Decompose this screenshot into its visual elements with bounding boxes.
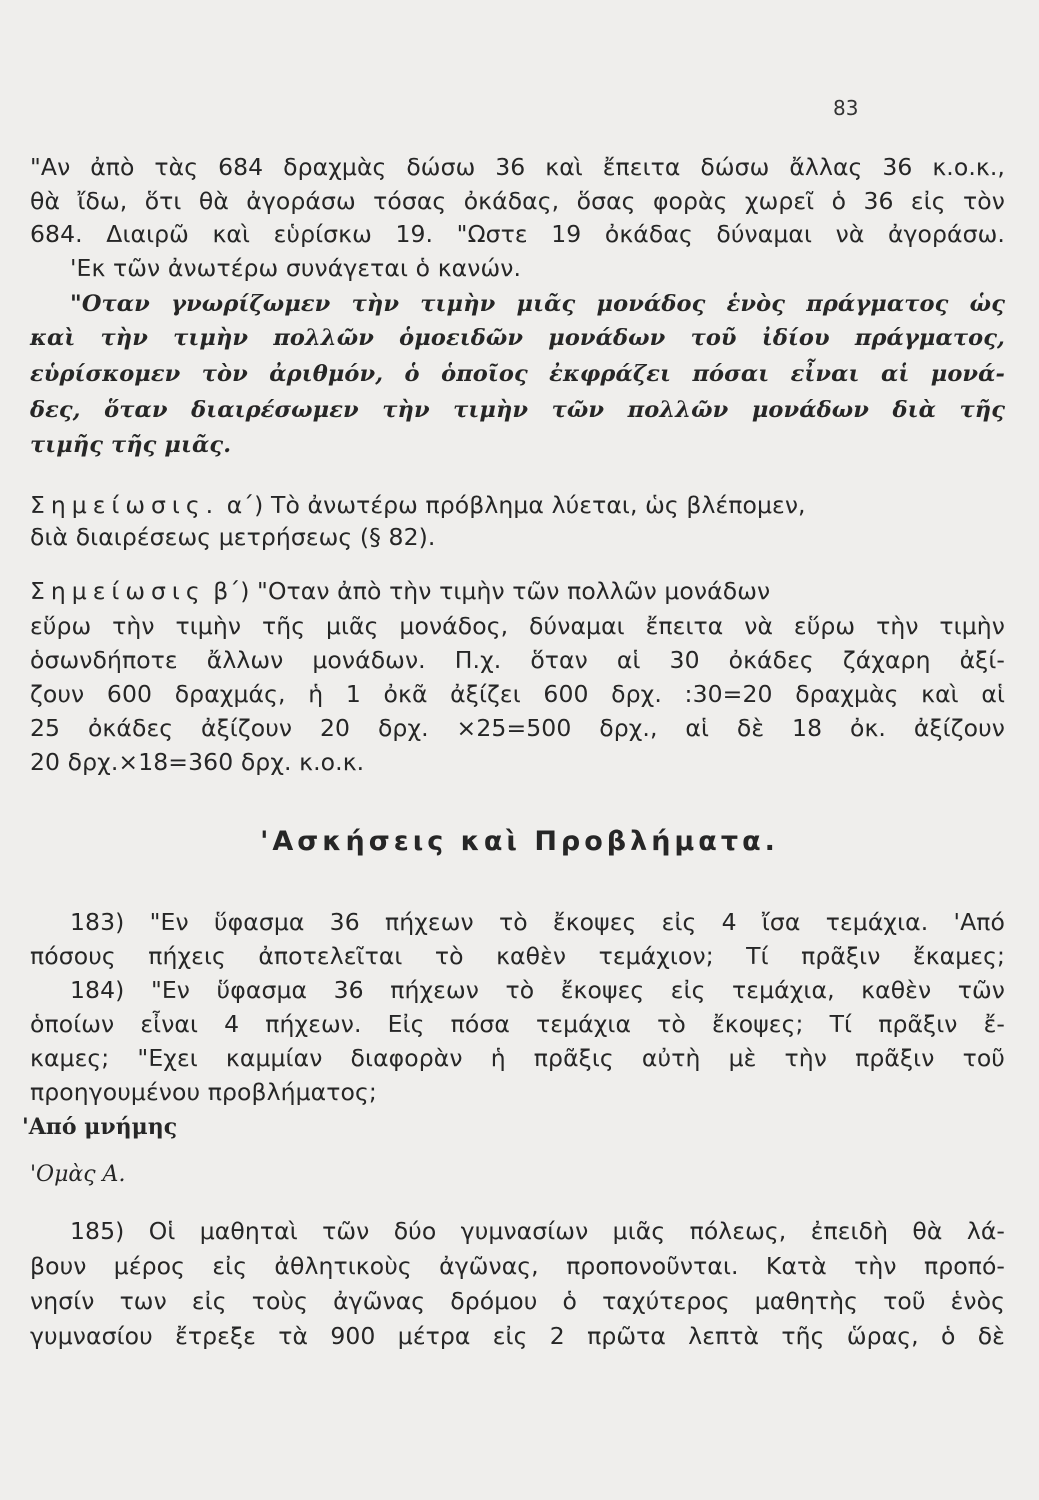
rule-line: τιμῆς τῆς μιᾶς. <box>30 432 232 458</box>
note-a-text: α΄) Τὸ ἀνωτέρω πρόβλημα λύεται, ὡς βλέπομεν, <box>226 491 806 519</box>
note-b-line: 20 δρχ.×18=360 δρχ. κ.ο.κ. <box>30 748 365 776</box>
problem-185-line: γυμνασίου ἔτρεξε τὰ 900 μέτρα εἰς 2 πρῶτα λεπτὰ τῆς ὥρας, ὁ δὲ <box>30 1322 1005 1350</box>
problem-185-line: βουν μέρος εἰς ἀθλητικοὺς ἀγῶνας, προπονοῦνται. Κατὰ τὴν προπό- <box>30 1252 1005 1280</box>
page-number: 83 <box>833 96 859 120</box>
note-a-line: διὰ διαιρέσεως μετρήσεως (§ 82). <box>30 523 436 551</box>
intro-line: "Αν ἀπὸ τὰς 684 δραχμὰς δώσω 36 καὶ ἔπειτα δώσω ἄλλας 36 κ.ο.κ., <box>30 153 1005 181</box>
intro-line: θὰ ἴδω, ὅτι θὰ ἀγοράσω τόσας ὀκάδας, ὅσας φορὰς χωρεῖ ὁ 36 εἰς τὸν <box>30 187 1005 215</box>
note-b-line: ζουν 600 δραχμάς, ἡ 1 ὀκᾶ ἀξίζει 600 δρχ. :30=20 δραχμὰς καὶ αἱ <box>30 680 1005 708</box>
problem-line: ὁποίων εἶναι 4 πήχεων. Εἰς πόσα τεμάχια τὸ ἔκοψες; Τί πρᾶξιν ἔ- <box>30 1010 1005 1038</box>
rule-line: "Οταν γνωρίζωμεν τὴν τιμὴν μιᾶς μονάδος ἑνὸς πράγματος ὡς <box>70 291 1005 317</box>
problem-185-line: 185) Οἱ μαθηταὶ τῶν δύο γυμνασίων μιᾶς πόλεως, ἐπειδὴ θὰ λά- <box>70 1217 1005 1245</box>
rule-line: δες, ὅταν διαιρέσωμεν τὴν τιμὴν τῶν πολλῶν μονάδων διὰ τῆς <box>30 397 1005 423</box>
note-b-text: β΄) "Οταν ἀπὸ τὴν τιμὴν τῶν πολλῶν μονάδων <box>213 577 771 605</box>
problem-line: καμες; "Εχει καμμίαν διαφορὰν ἡ πρᾶξις αὐτὴ μὲ τὴν πρᾶξιν τοῦ <box>30 1044 1005 1072</box>
note-b-line: ὁσωνδήποτε ἄλλων μονάδων. Π.χ. ὅταν αἱ 30 ὀκάδες ζάχαρη ἀξί- <box>30 646 1005 674</box>
intro-line: 'Εκ τῶν ἀνωτέρω συνάγεται ὁ κανών. <box>70 254 522 282</box>
from-memory-heading: 'Από μνήμης <box>22 1114 178 1140</box>
problem-line: προηγουμένου προβλήματος; <box>30 1078 377 1106</box>
rule-line: καὶ τὴν τιμὴν πολλῶν ὁμοειδῶν μονάδων τοῦ ἰδίου πράγματος, <box>30 325 1005 351</box>
note-b-label: Σημείωσις <box>30 577 206 605</box>
problem-line: 184) "Εν ὕφασμα 36 πήχεων τὸ ἔκοψες εἰς τεμάχια, καθὲν τῶν <box>70 976 1005 1004</box>
problem-line: 183) "Εν ὕφασμα 36 πήχεων τὸ ἔκοψες εἰς 4 ἴσα τεμάχια. 'Από <box>70 908 1005 936</box>
note-a-label: Σημείωσις. <box>30 491 220 519</box>
group-label: 'Ομὰς Α. <box>30 1162 126 1187</box>
problem-line: πόσους πήχεις ἀποτελεῖται τὸ καθὲν τεμάχιον; Τί πρᾶξιν ἔκαμες; <box>30 942 1005 970</box>
problem-185-line: νησίν των εἰς τοὺς ἀγῶνας δρόμου ὁ ταχύτερος μαθητὴς τοῦ ἑνὸς <box>30 1287 1005 1315</box>
rule-line: εὑρίσκομεν τὸν ἀριθμόν, ὁ ὁποῖος ἐκφράζει πόσαι εἶναι αἱ μονά- <box>30 361 1005 387</box>
note-b-line: 25 ὀκάδες ἀξίζουν 20 δρχ. ×25=500 δρχ., αἱ δὲ 18 ὀκ. ἀξίζουν <box>30 714 1005 742</box>
note-a-first-line <box>30 489 1005 521</box>
note-b-line: εὕρω τὴν τιμὴν τῆς μιᾶς μονάδος, δύναμαι ἔπειτα νὰ εὕρω τὴν τιμὴν <box>30 612 1005 640</box>
intro-line: 684. Διαιρῶ καὶ εὑρίσκω 19. "Ωστε 19 ὀκάδας δύναμαι νὰ ἀγοράσω. <box>30 220 1005 248</box>
note-b-first-line <box>30 575 1005 607</box>
section-heading: 'Ασκήσεις καὶ Προβλήματα. <box>260 826 779 857</box>
